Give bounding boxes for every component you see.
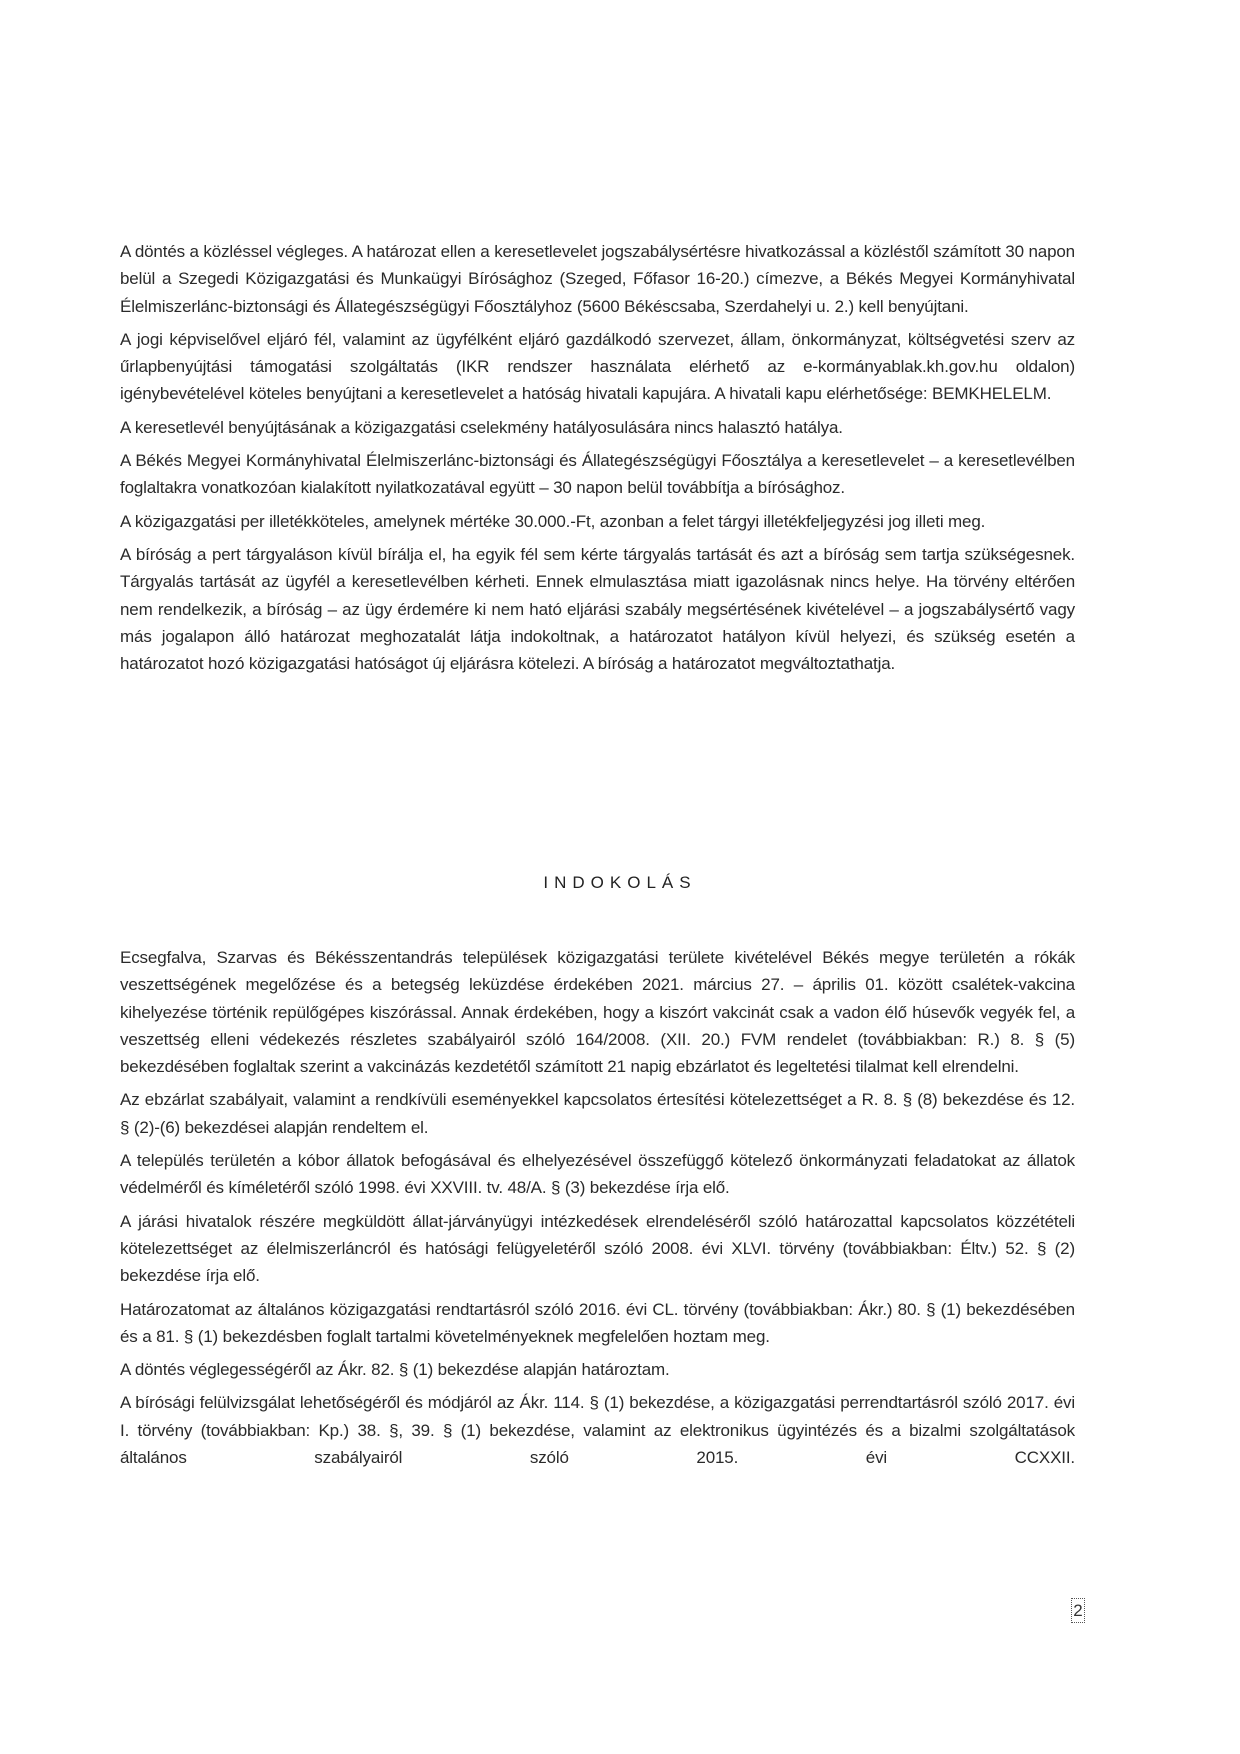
section-heading-justification: INDOKOLÁS [543,873,697,892]
paragraph-dog-lockdown-rules: Az ebzárlat szabályait, valamint a rendkívüli eseményekkel kapcsolatos értesítési kötelezettséget a R. 8. § (8) bekezdése és 12. § (2)-(6) bekezdései alapján rendeltem el. [120,1090,1075,1137]
paragraph-content-requirements: Határozatomat az általános közigazgatási rendtartásról szóló 2016. évi CL. törvény (továbbiakban: Ákr.) 80. § (1) bekezdésében és a 81. § (1) bekezdésben foglalt tartalmi követelményeknek megfelelően hoztam meg. [120,1299,1075,1346]
justification-section [120,944,1075,1477]
paragraph-fee: A közigazgatási per illetékköteles, amelynek mértéke 30.000.-Ft, azonban a felet tárgyi illetékfeljegyzési jog illeti meg. [120,511,986,531]
remedy-section [120,238,1075,683]
paragraph-forwarding: A Békés Megyei Kormányhivatal Élelmiszerlánc-biztonsági és Állategészségügyi Főosztálya a keresetlevelet – a keresetlevélben foglaltakra vonatkozóan kialakított nyilatkozatával együtt – 30 napon belül továbbítja a bírósághoz. [120,451,1075,498]
paragraph-finality: A döntés a közléssel végleges. A határozat ellen a keresetlevelet jogszabálysértésre hivatkozással a közléstől számított 30 napon belül a Szegedi Közigazgatási és Munkaügyi Bírósághoz (Szeged, Főfasor 16-20.) címezve, a Békés Megyei Kormányhivatal Élelmiszerlánc-biztonsági és Állategészségügyi Főosztályhoz (5600 Békéscsaba, Szerdahelyi u. 2.) kell benyújtani. [120,242,1075,316]
paragraph-judicial-review: A bírósági felülvizsgálat lehetőségéről és módjáról az Ákr. 114. § (1) bekezdése, a közigazgatási perrendtartásról szóló 2017. évi I. törvény (továbbiakban: Kp.) 38. §, 39. § (1) bekezdése, valamint az elektronikus ügyintézés és a bizalmi szolgáltatások általános szabályairól szóló 2015. évi CCXXII. [120,1393,1075,1468]
page-number: 2 [1071,1598,1085,1623]
paragraph-no-suspension: A keresetlevél benyújtásának a közigazgatási cselekmény hatályosulására nincs halasztó hatálya. [120,417,843,437]
paragraph-publication-obligation: A járási hivatalok részére megküldött állat-járványügyi intézkedések elrendeléséről szóló határozattal kapcsolatos közzétételi kötelezettséget az élelmiszerláncról és hatósági felügyeletéről szóló 2008. évi XLVI. törvény (továbbiakban: Éltv.) 52. § (2) bekezdése írja elő. [120,1211,1075,1286]
paragraph-finality-basis: A döntés véglegességéről az Ákr. 82. § (1) bekezdése alapján határoztam. [120,1360,670,1380]
paragraph-court-procedure: A bíróság a pert tárgyaláson kívül bírálja el, ha egyik fél sem kérte tárgyalás tartását és azt a bíróság sem tartja szükségesnek. Tárgyalás tartását az ügyfél a keresetlevélben kérheti. Ennek elmulasztása miatt igazolásnak nincs helye. Ha törvény eltérően nem rendelkezik, a bíróság – az ügy érdemére ki nem ható eljárási szabály megsértésének kivételével – a jogszabálysértő vagy más jogalapon álló határozat meghozatalát látja indokoltnak, a határozatot hatályon kívül helyezi, és szükség esetén a határozatot hozó közigazgatási hatóságot új eljárásra kötelezi. A bíróság a határozatot megváltoztathatja. [120,544,1075,674]
paragraph-vaccination: Ecsegfalva, Szarvas és Békésszentandrás települések közigazgatási területe kivételével Békés megye területén a rókák veszettségének megelőzése és a betegség leküzdése érdekében 2021. március 27. – április 01. között csalétek-vakcina kihelyezése történik repülőgépes kiszórással. Annak érdekében, hogy a kiszórt vakcinát csak a vadon élő húsevők vegyék fel, a veszettség elleni védekezés részletes szabályairól szóló 164/2008. (XII. 20.) FVM rendelet (továbbiakban: R.) 8. § (5) bekezdésében foglaltak szerint a vakcinázás kezdetétől számított 21 napig ebzárlatot és legeltetési tilalmat kell elrendelni. [120,948,1075,1077]
paragraph-electronic-filing: A jogi képviselővel eljáró fél, valamint az ügyfélként eljáró gazdálkodó szervezet, állam, önkormányzat, költségvetési szerv az űrlapbenyújtási támogatási szolgáltatás (IKR rendszer használata elérhető az e-kormányablak.kh.gov.hu oldalon) igénybevételével köteles benyújtani a keresetlevelet a hatóság hivatali kapujára. A hivatali kapu elérhetősége: BEMKHELELM. [120,329,1075,404]
paragraph-stray-animals: A település területén a kóbor állatok befogásával és elhelyezésével összefüggő kötelező önkormányzati feladatokat az állatok védelméről és kíméletéről szóló 1998. évi XXVIII. tv. 48/A. § (3) bekezdése írja elő. [120,1151,1075,1198]
